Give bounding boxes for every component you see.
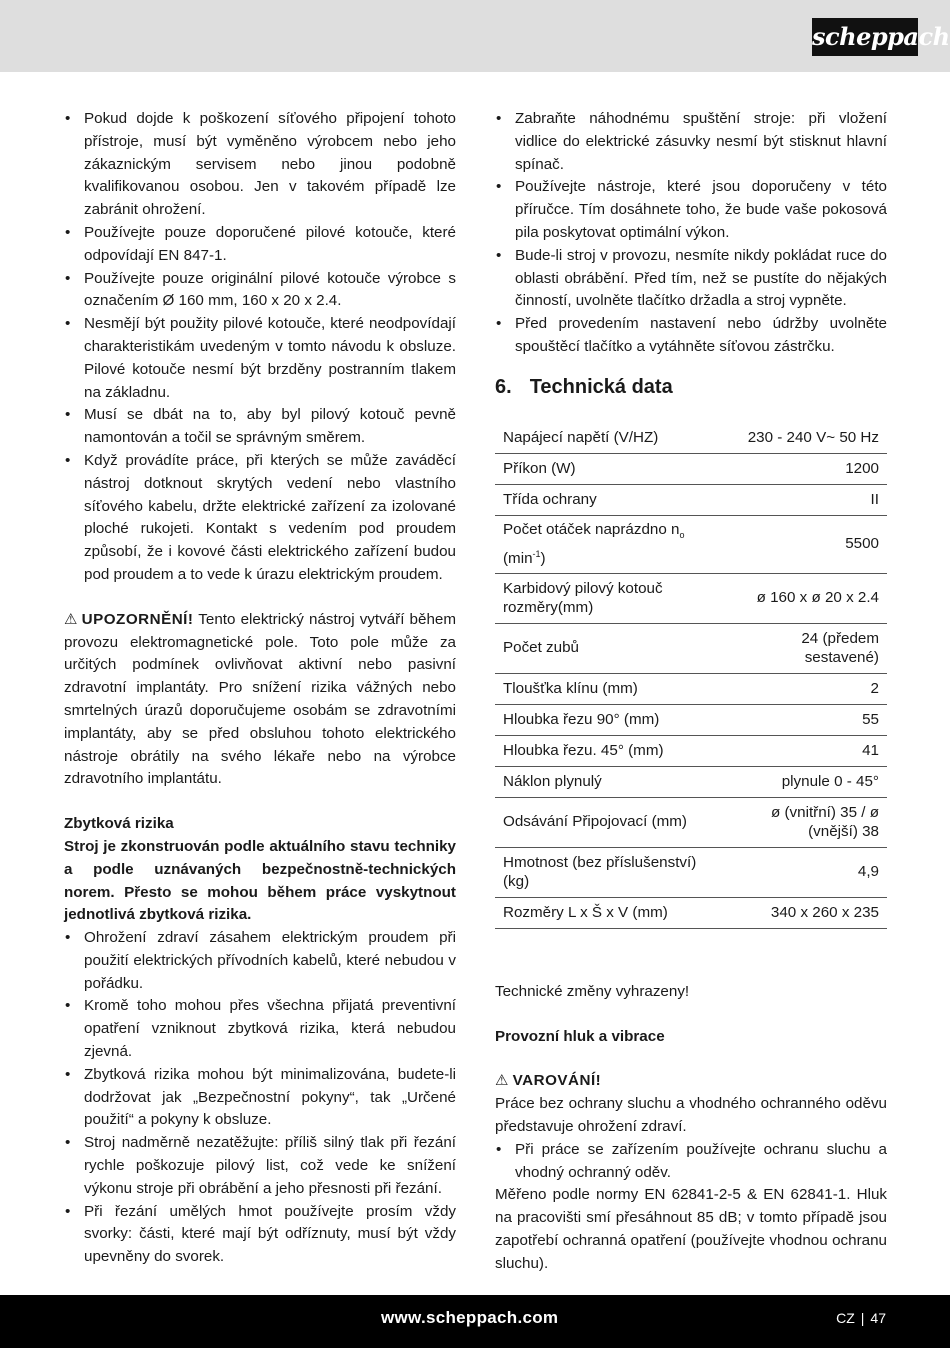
page-number: 47 <box>870 1310 886 1326</box>
row-label: Náklon plynulý <box>495 766 719 797</box>
table-row <box>495 897 887 928</box>
table-row <box>495 484 887 515</box>
list-item: • Kromě toho mohou přes všechna přijatá preventivní opatření vzniknout zbytková rizika, která nebudou zjevná. <box>64 995 456 1063</box>
warning-triangle-icon: ⚠ <box>64 610 78 628</box>
row-value: 1200 <box>719 453 887 484</box>
section-number: 6. <box>495 375 512 398</box>
row-value: 24 (předem sestavené) <box>719 623 887 673</box>
label-subscript: o <box>679 529 685 540</box>
table-row <box>495 673 887 704</box>
noise-list <box>495 1139 887 1185</box>
label-text: Počet otáček naprázdno n <box>503 520 680 538</box>
row-value: 5500 <box>719 515 887 573</box>
list-item: • Při řezání umělých hmot používejte prosím vždy svorky: části, které mají být odříznuty, musí být vždy upevněny do svorek. <box>64 1201 456 1269</box>
list-item: • Musí se dbát na to, aby byl pilový kotouč pevně namontován a točil se správným směrem. <box>64 404 456 450</box>
safety-list <box>64 108 456 587</box>
label-superscript: -1 <box>532 548 541 559</box>
row-label <box>495 515 719 573</box>
residual-risks-title: Zbytková rizika <box>64 815 174 833</box>
row-label: Hmotnost (bez příslušenství) (kg) <box>495 847 719 897</box>
row-label: Rozměry L x Š x V (mm) <box>495 897 719 928</box>
row-label: Hloubka řezu. 45° (mm) <box>495 735 719 766</box>
warning-text: Tento elektrický nástroj vytváří během provozu elektromagnetické pole. Toto pole může za určitých podmínek ovlivňovat aktivní nebo pasivní zdravotní implantáty. Pro snížení rizika vážných nebo smrtelných úrazů doporučujeme osobám se zdravotními implantáty, aby se před obsluhou tohoto elektrického nástroje obrátily na svého lékaře nebo na výrobce zdravotního implantátu. <box>64 610 456 788</box>
safety-list-continued <box>495 108 887 359</box>
warning-label: VAROVÁNÍ! <box>512 1072 602 1090</box>
list-item: • Před provedením nastavení nebo údržby uvolněte spouštěcí tlačítko a vytáhněte síťovou zástrčku. <box>495 313 887 359</box>
section-title: Technická data <box>529 375 673 398</box>
left-column <box>64 108 456 1269</box>
row-label: Třída ochrany <box>495 484 719 515</box>
noise-vibration-title: Provozní hluk a vibrace <box>495 1027 665 1045</box>
page-indicator: CZ | 47 <box>836 1310 886 1326</box>
warning-triangle-icon: ⚠ <box>495 1072 509 1090</box>
noise-warning-head <box>495 1070 887 1093</box>
row-value: 55 <box>719 704 887 735</box>
measurement-text: Měřeno podle normy EN 62841-2-5 & EN 62841-1. Hluk na pracovišti smí přesáhnout 85 dB; v tomto případě jsou zapotřebí ochranná opatření (používejte vhodnou ochranu sluchu). <box>495 1186 887 1272</box>
row-value: 230 - 240 V~ 50 Hz <box>719 423 887 454</box>
row-label: Odsávání Připojovací (mm) <box>495 797 719 847</box>
list-item: • Používejte pouze doporučené pilové kotouče, které odpovídají EN 847-1. <box>64 222 456 268</box>
table-row <box>495 453 887 484</box>
row-value: ø 160 x ø 20 x 2.4 <box>719 573 887 623</box>
residual-risks-list <box>64 927 456 1269</box>
footer-bar <box>0 1295 950 1348</box>
residual-risks-intro: Stroj je zkonstruován podle aktuálního stavu techniky a podle uznávaných bezpečnostně-technických norem. Přesto se mohou během práce vyskytnout jednotlivá zbytková rizika. <box>64 837 456 924</box>
table-row <box>495 423 887 454</box>
right-column <box>495 108 887 1276</box>
list-item: • Při práce se zařízením používejte ochranu sluchu a vhodný ochranný oděv. <box>495 1139 887 1185</box>
list-item: • Když provádíte práce, při kterých se může zaváděcí nástroj dotknout skrytých vedení nebo vlastního síťového kabelu, držte elektrické zařízení za izolované ploché rukojeti. Kontakt s vedením pod proudem způsobí, že i kovové části elektrického zařízení budou pod proudem a to vede k úrazu elektrickým proudem. <box>64 450 456 587</box>
list-item: • Stroj nadměrně nezatěžujte: příliš silný tlak při řezání rychle poškozuje pilový list, což vede ke snížení výkonu stroje při obrábění a jeho přesnosti při řezání. <box>64 1132 456 1200</box>
language-code: CZ <box>836 1310 855 1326</box>
table-row <box>495 515 887 573</box>
row-value: 340 x 260 x 235 <box>719 897 887 928</box>
row-label: Hloubka řezu 90° (mm) <box>495 704 719 735</box>
row-value: II <box>719 484 887 515</box>
label-text: ) <box>540 549 546 567</box>
technical-data-table <box>495 423 887 929</box>
table-row <box>495 735 887 766</box>
list-item: • Pokud dojde k poškození síťového připojení tohoto přístroje, musí být vyměněno výrobcem nebo jeho zákaznickým servisem nebo jinou podobně kvalifikovanou osobou. Jen v takovém případě lze zabránit ohrožení. <box>64 108 456 222</box>
row-value: 4,9 <box>719 847 887 897</box>
table-row <box>495 766 887 797</box>
list-item: • Používejte pouze originální pilové kotouče výrobce s označením Ø 160 mm, 160 x 20 x 2.4. <box>64 268 456 314</box>
row-label: Příkon (W) <box>495 453 719 484</box>
row-label: Napájecí napětí (V/HZ) <box>495 423 719 454</box>
table-row <box>495 704 887 735</box>
table-row <box>495 797 887 847</box>
scheppach-logo: scheppach <box>812 18 918 56</box>
table-row <box>495 623 887 673</box>
row-label: Tloušťka klínu (mm) <box>495 673 719 704</box>
list-item: • Ohrožení zdraví zásahem elektrickým proudem při použití elektrických přívodních kabelů, které nebudou v pořádku. <box>64 927 456 995</box>
row-value: 41 <box>719 735 887 766</box>
row-value: 2 <box>719 673 887 704</box>
header-bar <box>0 0 950 72</box>
technical-changes-note: Technické změny vyhrazeny! <box>495 982 690 1000</box>
row-label: Karbidový pilový kotouč rozměry(mm) <box>495 573 719 623</box>
list-item: • Bude-li stroj v provozu, nesmíte nikdy pokládat ruce do oblasti obrábění. Před tím, než se pustíte do nějakých činností, uvolněte tlačítko držadla a stroj vypněte. <box>495 245 887 313</box>
warning-label: UPOZORNĚNÍ! <box>81 610 194 628</box>
list-item: • Zabraňte náhodnému spuštění stroje: při vložení vidlice do elektrické zásuvky nesmí být stisknut hlavní spínač. <box>495 108 887 176</box>
label-text: (min <box>503 549 533 567</box>
list-item: • Nesmějí být použity pilové kotouče, které neodpovídají charakteristikám uvedeným v tomto návodu k obsluze. Pilové kotouče nesmí být brzděny postranním tlakem na základnu. <box>64 313 456 404</box>
row-value: ø (vnitřní) 35 / ø (vnější) 38 <box>719 797 887 847</box>
table-row <box>495 573 887 623</box>
noise-warning-text: Práce bez ochrany sluchu a vhodného ochranného oděvu představuje ohrožení zdraví. <box>495 1095 887 1136</box>
list-item: • Používejte nástroje, které jsou doporučeny v této příručce. Tím dosáhnete toho, že bude vaše pokosová pila poskytovat optimální výkon. <box>495 176 887 244</box>
website-link[interactable]: www.scheppach.com <box>381 1308 559 1327</box>
row-label: Počet zubů <box>495 623 719 673</box>
section-heading <box>495 373 887 401</box>
emf-warning <box>64 609 456 791</box>
row-value: plynule 0 - 45° <box>719 766 887 797</box>
table-row <box>495 847 887 897</box>
list-item: • Zbytková rizika mohou být minimalizována, budete-li dodržovat jak „Bezpečnostní pokyny“, tak „Určené použití“ a pokyny k obsluze. <box>64 1064 456 1132</box>
